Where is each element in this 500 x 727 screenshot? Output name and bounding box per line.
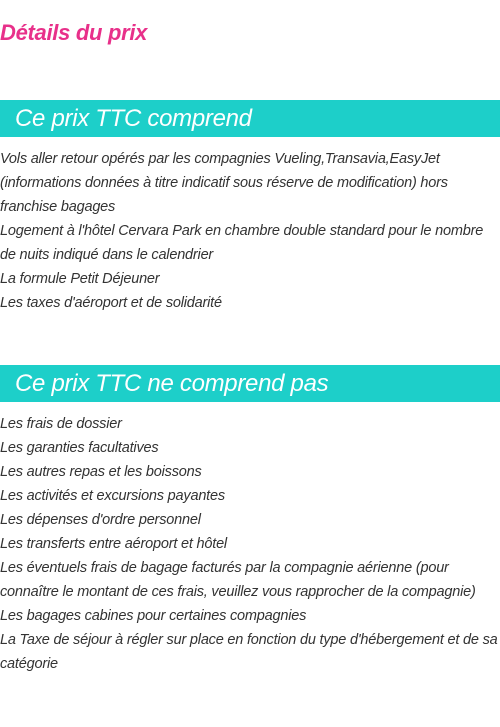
excluded-items-list xyxy=(0,412,498,676)
excluded-item-tourist-tax: La Taxe de séjour à régler sur place en fonction du type d'hébergement et de sa catégorie xyxy=(0,632,498,672)
excluded-item-optional-insurance: Les garanties facultatives xyxy=(0,440,159,456)
excluded-item-cabin-bags: Les bagages cabines pour certaines compagnies xyxy=(0,608,307,624)
included-section-heading: Ce prix TTC comprend xyxy=(0,100,500,137)
excluded-item-baggage-fees: Les éventuels frais de bagage facturés par la compagnie aérienne (pour connaître le montant de ces frais, veuillez vous rapprocher de la compagnie) xyxy=(0,560,476,600)
excluded-item-paid-activities: Les activités et excursions payantes xyxy=(0,488,225,504)
excluded-item-file-fees: Les frais de dossier xyxy=(0,416,122,432)
excluded-section-heading: Ce prix TTC ne comprend pas xyxy=(0,365,500,402)
excluded-item-meals-drinks: Les autres repas et les boissons xyxy=(0,464,202,480)
included-item-taxes: Les taxes d'aéroport et de solidarité xyxy=(0,295,222,311)
excluded-item-personal-expenses: Les dépenses d'ordre personnel xyxy=(0,512,201,528)
excluded-item-transfers: Les transferts entre aéroport et hôtel xyxy=(0,536,227,552)
included-item-flights: Vols aller retour opérés par les compagnies Vueling,Transavia,EasyJet (informations données à titre indicatif sous réserve de modification) hors franchise bagages xyxy=(0,151,448,215)
page-title: Détails du prix xyxy=(0,20,148,45)
included-item-hotel: Logement à l'hôtel Cervara Park en chambre double standard pour le nombre de nuits indiqué dans le calendrier xyxy=(0,223,484,263)
included-item-breakfast: La formule Petit Déjeuner xyxy=(0,271,160,287)
included-items-list xyxy=(0,147,498,315)
